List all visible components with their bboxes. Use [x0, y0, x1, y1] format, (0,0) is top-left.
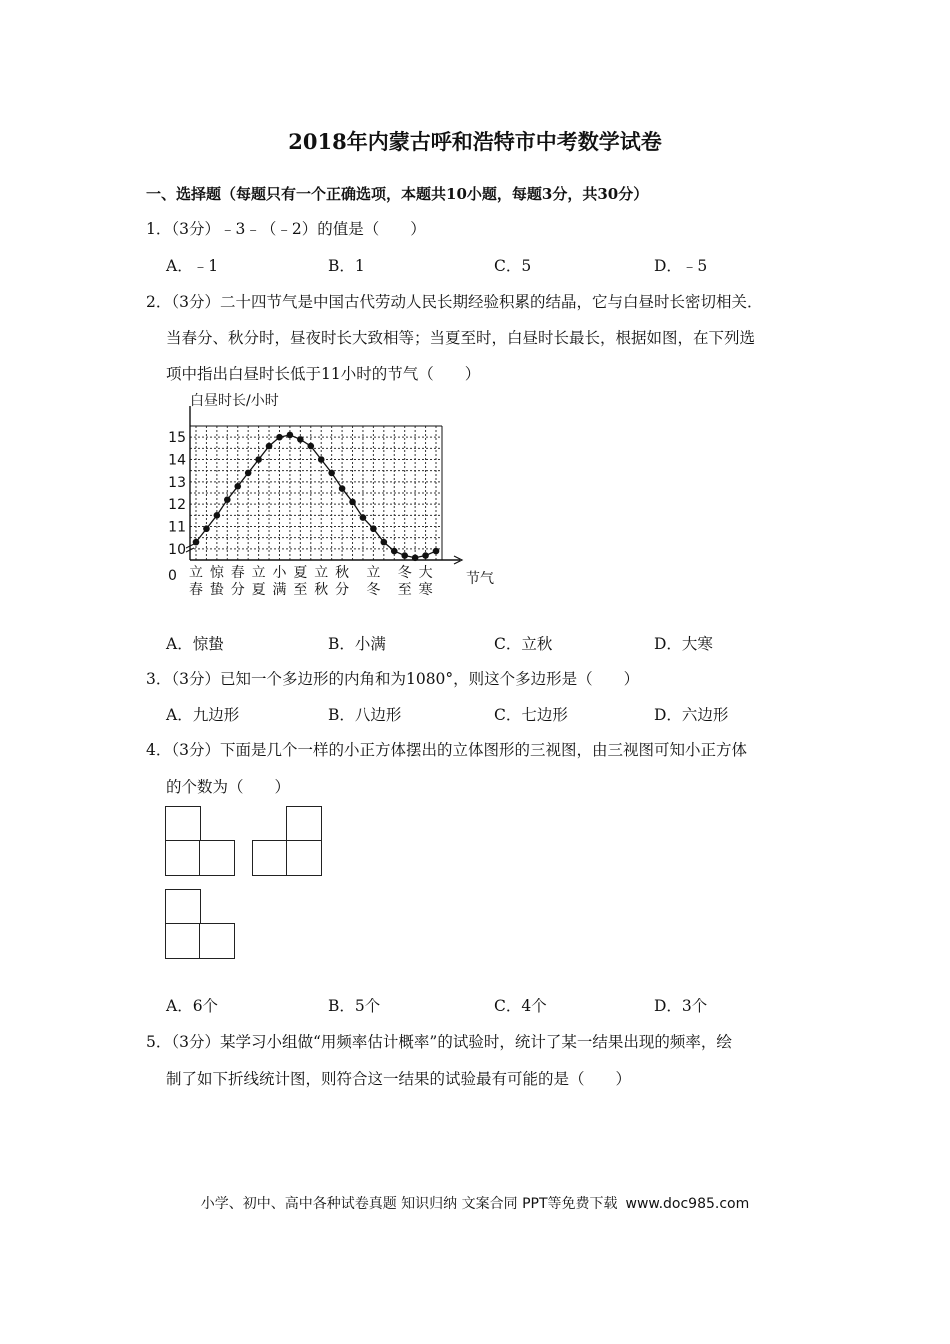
data-point — [349, 499, 356, 506]
x-tick-label: 寒 — [418, 582, 433, 598]
data-point — [203, 525, 210, 532]
chart-origin-label: 0 — [168, 568, 177, 584]
x-tick-label: 至 — [293, 582, 308, 598]
data-point — [297, 436, 304, 443]
section-heading: 一、选择题（每题只有一个正确选项，本题共10小题，每题3分，共30分） — [146, 185, 649, 203]
q4-option-c: C．4个 — [494, 997, 547, 1015]
y-tick-label: 11 — [168, 519, 186, 536]
q4-option-b: B．5个 — [328, 997, 381, 1015]
x-tick-label: 春 — [230, 565, 245, 581]
data-point — [339, 485, 346, 492]
chart-axes — [186, 406, 462, 564]
x-tick-label: 冬 — [397, 565, 412, 581]
q1-option-c: C．5 — [494, 257, 532, 275]
data-point — [422, 552, 429, 559]
y-tick-label: 10 — [168, 541, 186, 558]
q4-option-a: A．6个 — [166, 997, 219, 1015]
question-5-line-2: 制了如下折线统计图，则符合这一结果的试验最有可能的是（ ） — [166, 1070, 632, 1088]
x-tick-label: 春 — [189, 582, 203, 598]
x-tick-label: 冬 — [366, 582, 381, 598]
q3-option-a: A．九边形 — [166, 706, 240, 724]
data-point — [412, 554, 419, 561]
data-point — [266, 443, 273, 450]
data-point — [433, 548, 440, 555]
x-tick-label: 惊 — [209, 565, 224, 581]
q2-option-b: B．小满 — [328, 635, 386, 653]
x-tick-label: 小 — [272, 565, 287, 581]
q1-option-d: D．﹣5 — [654, 257, 708, 275]
x-tick-label: 大 — [418, 565, 433, 581]
x-tick-label: 分 — [335, 582, 350, 598]
x-tick-label: 分 — [230, 582, 245, 598]
data-point — [328, 470, 335, 477]
question-3-text: 3．（3分）已知一个多边形的内角和为1080°，则这个多边形是（ ） — [146, 670, 640, 688]
chart-line — [193, 432, 440, 561]
q2-option-c: C．立秋 — [494, 635, 553, 653]
question-5-line-1: 5．（3分）某学习小组做“用频率估计概率”的试验时，统计了某一结果出现的频率，绘 — [146, 1033, 732, 1051]
data-point — [287, 432, 294, 439]
x-tick-label: 夏 — [293, 565, 308, 581]
question-4-line-1: 4．（3分）下面是几个一样的小正方体摆出的立体图形的三视图，由三视图可知小正方体 — [146, 741, 747, 759]
x-tick-label: 至 — [397, 582, 412, 598]
chart-y-axis-label: 白昼时长/小时 — [190, 393, 279, 409]
y-tick-label: 14 — [168, 452, 186, 469]
chart-grid — [190, 426, 442, 560]
data-point — [360, 514, 367, 521]
q4-option-d: D．3个 — [654, 997, 708, 1015]
q3-option-c: C．七边形 — [494, 706, 568, 724]
q1-option-b: B．1 — [328, 257, 365, 275]
q2-option-a: A．惊蛰 — [166, 635, 224, 653]
data-point — [401, 552, 408, 559]
x-tick-label: 夏 — [251, 582, 266, 598]
x-tick-label: 满 — [272, 582, 287, 598]
footer — [0, 1193, 950, 1213]
data-point — [370, 525, 377, 532]
question-2-line-1: 2．（3分）二十四节气是中国古代劳动人民长期经验积累的结晶，它与白昼时长密切相关． — [146, 293, 763, 311]
data-point — [193, 539, 200, 546]
q1-option-a: A．﹣1 — [166, 257, 219, 275]
daylight-series-line — [196, 435, 436, 558]
x-tick-label: 立 — [314, 565, 329, 581]
x-tick-label: 秋 — [314, 582, 329, 598]
page-title: 2018年内蒙古呼和浩特市中考数学试卷 — [288, 129, 662, 154]
question-4-line-2: 的个数为（ ） — [166, 778, 291, 796]
data-point — [276, 434, 283, 441]
data-point — [307, 443, 314, 450]
chart-x-axis-label: 节气 — [466, 571, 494, 587]
q2-option-d: D．大寒 — [654, 635, 713, 653]
data-point — [224, 496, 231, 503]
daylight-chart — [160, 388, 510, 608]
q3-option-b: B．八边形 — [328, 706, 402, 724]
question-1-text: 1．（3分）﹣3﹣（﹣2）的值是（ ） — [146, 220, 426, 238]
x-tick-label: 立 — [189, 565, 203, 581]
question-2-line-2: 当春分、秋分时，昼夜时长大致相等；当夏至时，白昼时长最长，根据如图，在下列选 — [166, 329, 756, 347]
y-tick-label: 13 — [168, 474, 186, 491]
footer-url: www.doc985.com — [625, 1196, 750, 1212]
x-tick-label: 秋 — [335, 565, 350, 581]
y-tick-label: 15 — [168, 430, 186, 447]
data-point — [391, 548, 398, 555]
data-point — [318, 456, 325, 463]
y-tick-label: 12 — [168, 497, 186, 514]
question-2-line-3: 项中指出白昼时长低于11小时的节气（ ） — [166, 365, 481, 383]
data-point — [234, 483, 241, 490]
data-point — [214, 512, 221, 519]
x-tick-label: 立 — [251, 565, 266, 581]
data-point — [245, 470, 252, 477]
data-point — [381, 539, 388, 546]
x-tick-label: 立 — [366, 565, 381, 581]
data-point — [255, 456, 262, 463]
footer-text: 小学、初中、高中各种试卷真题 知识归纳 文案合同 PPT等免费下载 — [200, 1196, 618, 1212]
x-tick-label: 蛰 — [209, 582, 224, 598]
q3-option-d: D．六边形 — [654, 706, 729, 724]
